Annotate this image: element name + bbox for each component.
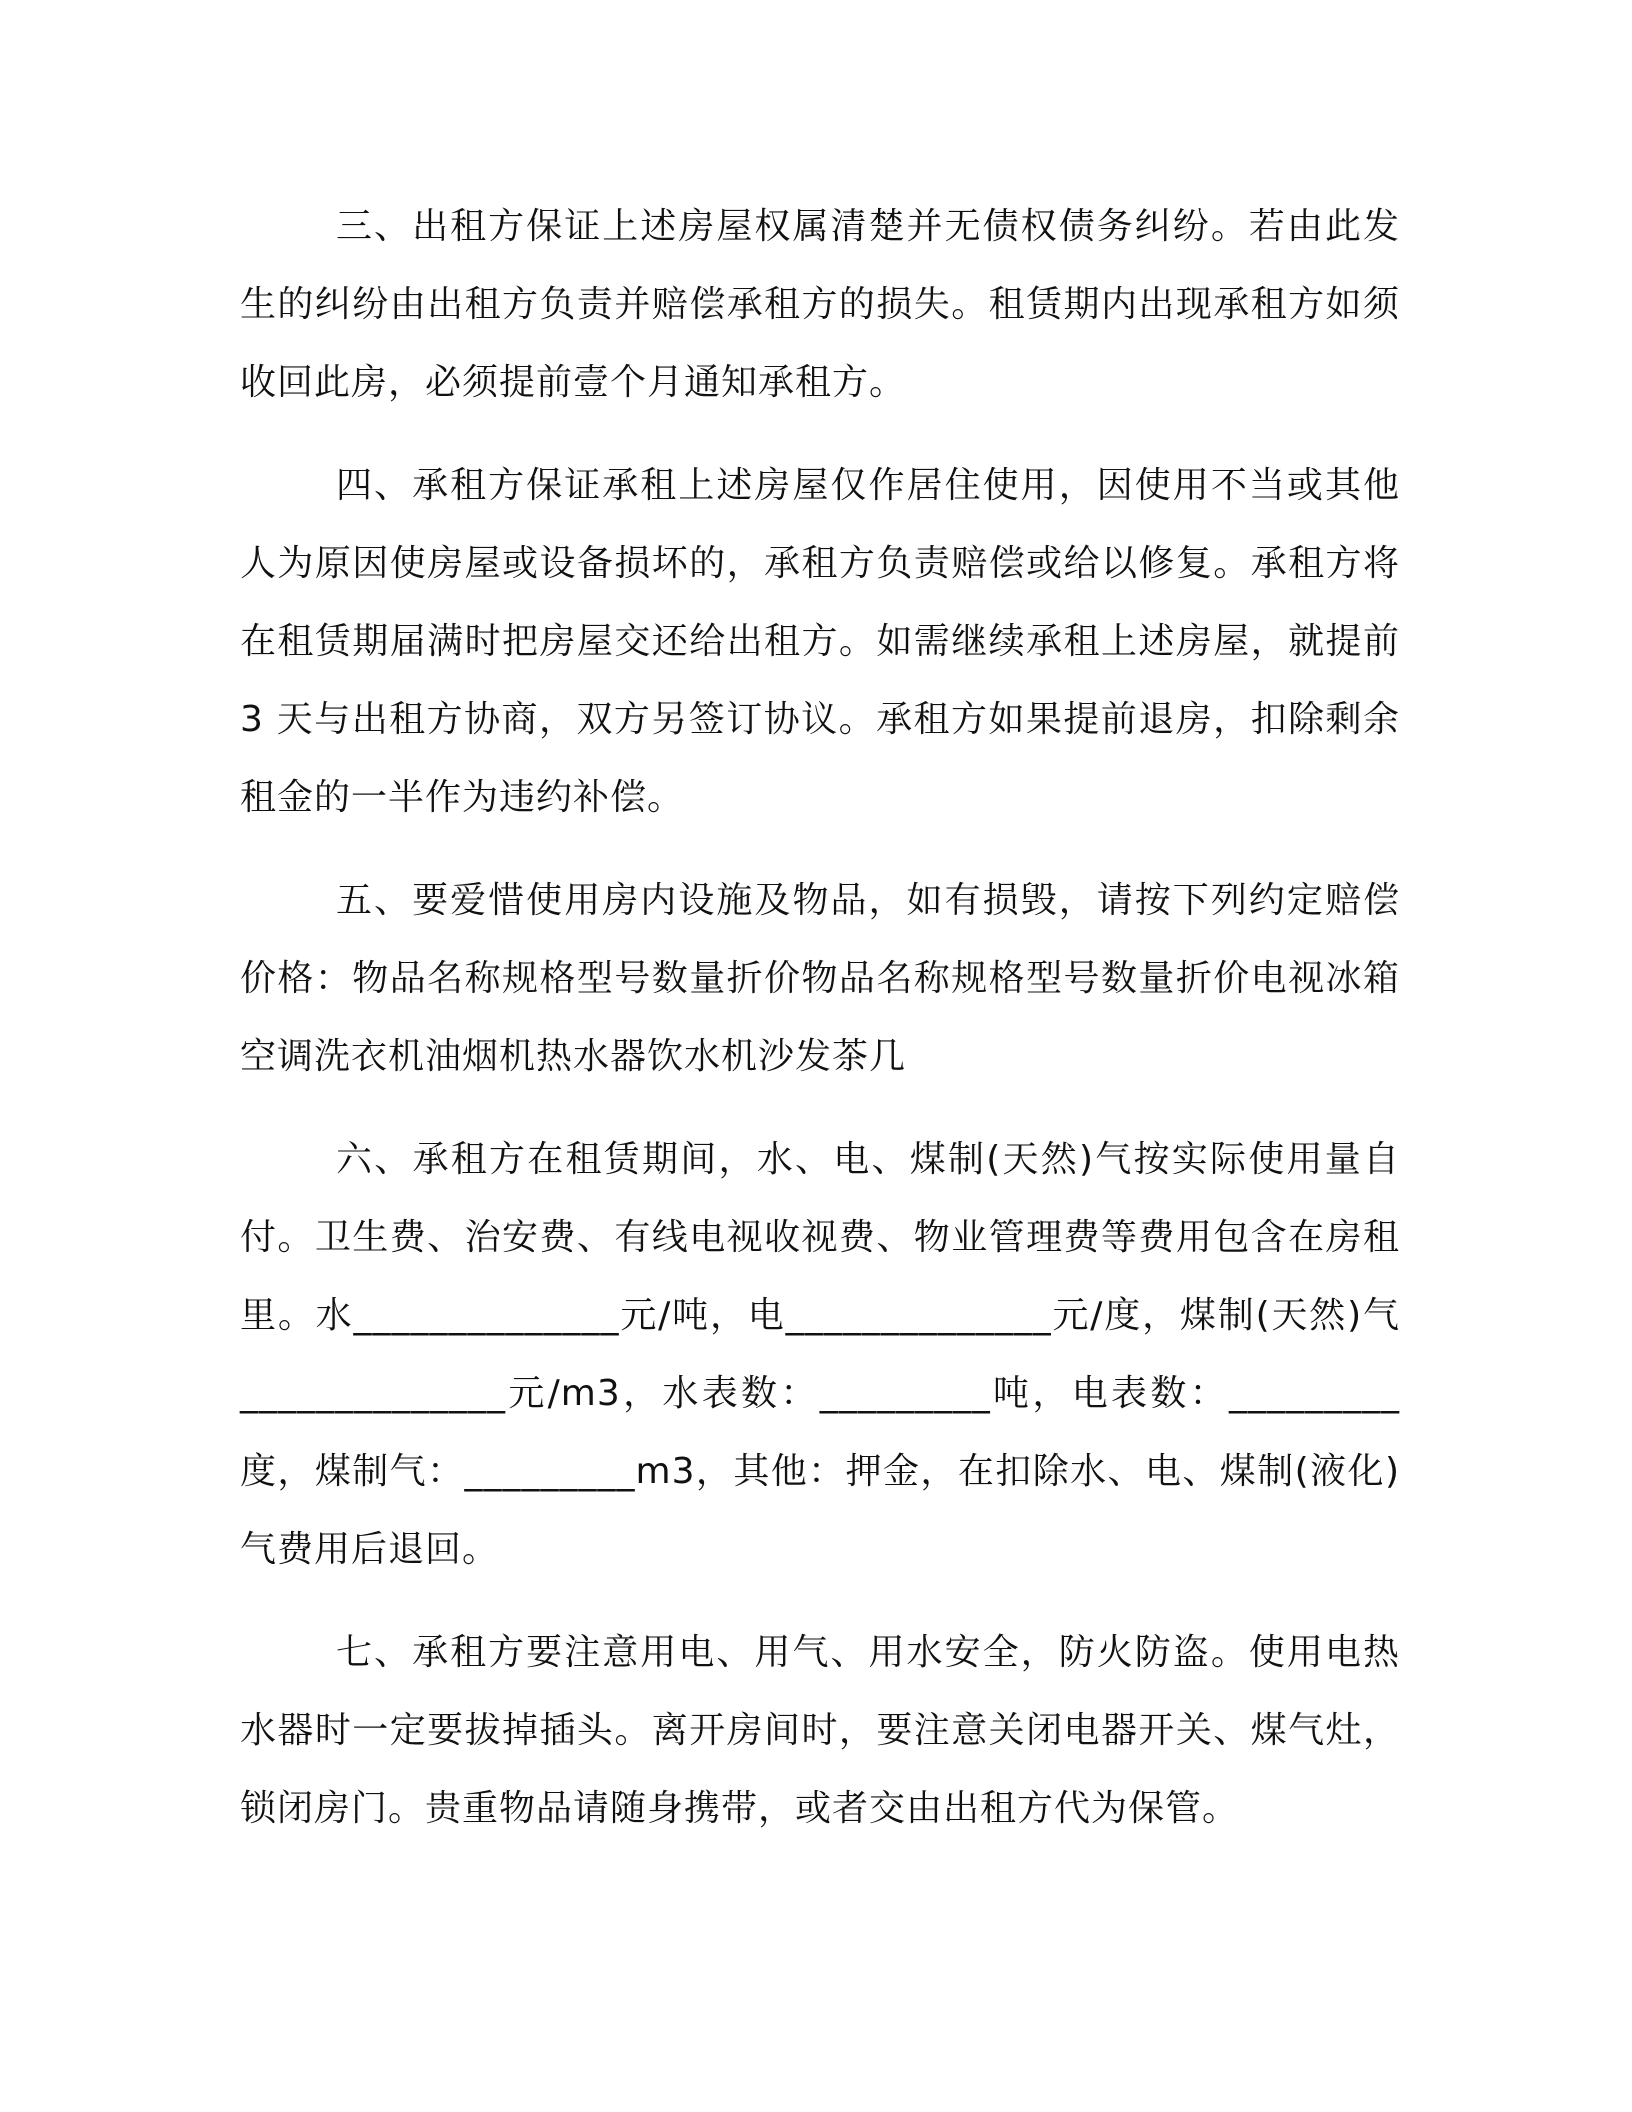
contract-body — [240, 188, 1400, 1848]
clause-4-paragraph: 四、承租方保证承租上述房屋仅作居住使用，因使用不当或其他人为原因使房屋或设备损坏的，承租方负责赔偿或给以修复。承租方将在租赁期届满时把房屋交还给出租方。如需继续承租上述房屋，就提前 3 天与出租方协商，双方另签订协议。承租方如果提前退房，扣除剩余租金的一半作为违约补偿。 — [240, 465, 1400, 818]
clause-6-paragraph: 六、承租方在租赁期间，水、电、煤制(天然)气按实际使用量自付。卫生费、治安费、有线电视收视费、物业管理费等费用包含在房租里。水______________元/吨，电______________元/度，煤制(天然)气______________元/m3，水表数：_________吨，电表数：_________度，煤制气：_________m3，其他：押金，在扣除水、电、煤制(液化)气费用后退回。 — [240, 1139, 1400, 1570]
clause-3-paragraph: 三、出租方保证上述房屋权属清楚并无债权债务纠纷。若由此发生的纠纷由出租方负责并赔偿承租方的损失。租赁期内出现承租方如须收回此房，必须提前壹个月通知承租方。 — [240, 206, 1400, 403]
clause-5-paragraph: 五、要爱惜使用房内设施及物品，如有损毁，请按下列约定赔偿价格：物品名称规格型号数量折价物品名称规格型号数量折价电视冰箱空调洗衣机油烟机热水器饮水机沙发茶几 — [240, 880, 1400, 1077]
clause-7-paragraph: 七、承租方要注意用电、用气、用水安全，防火防盗。使用电热水器时一定要拔掉插头。离开房间时，要注意关闭电器开关、煤气灶，锁闭房门。贵重物品请随身携带，或者交由出租方代为保管。 — [240, 1632, 1400, 1829]
